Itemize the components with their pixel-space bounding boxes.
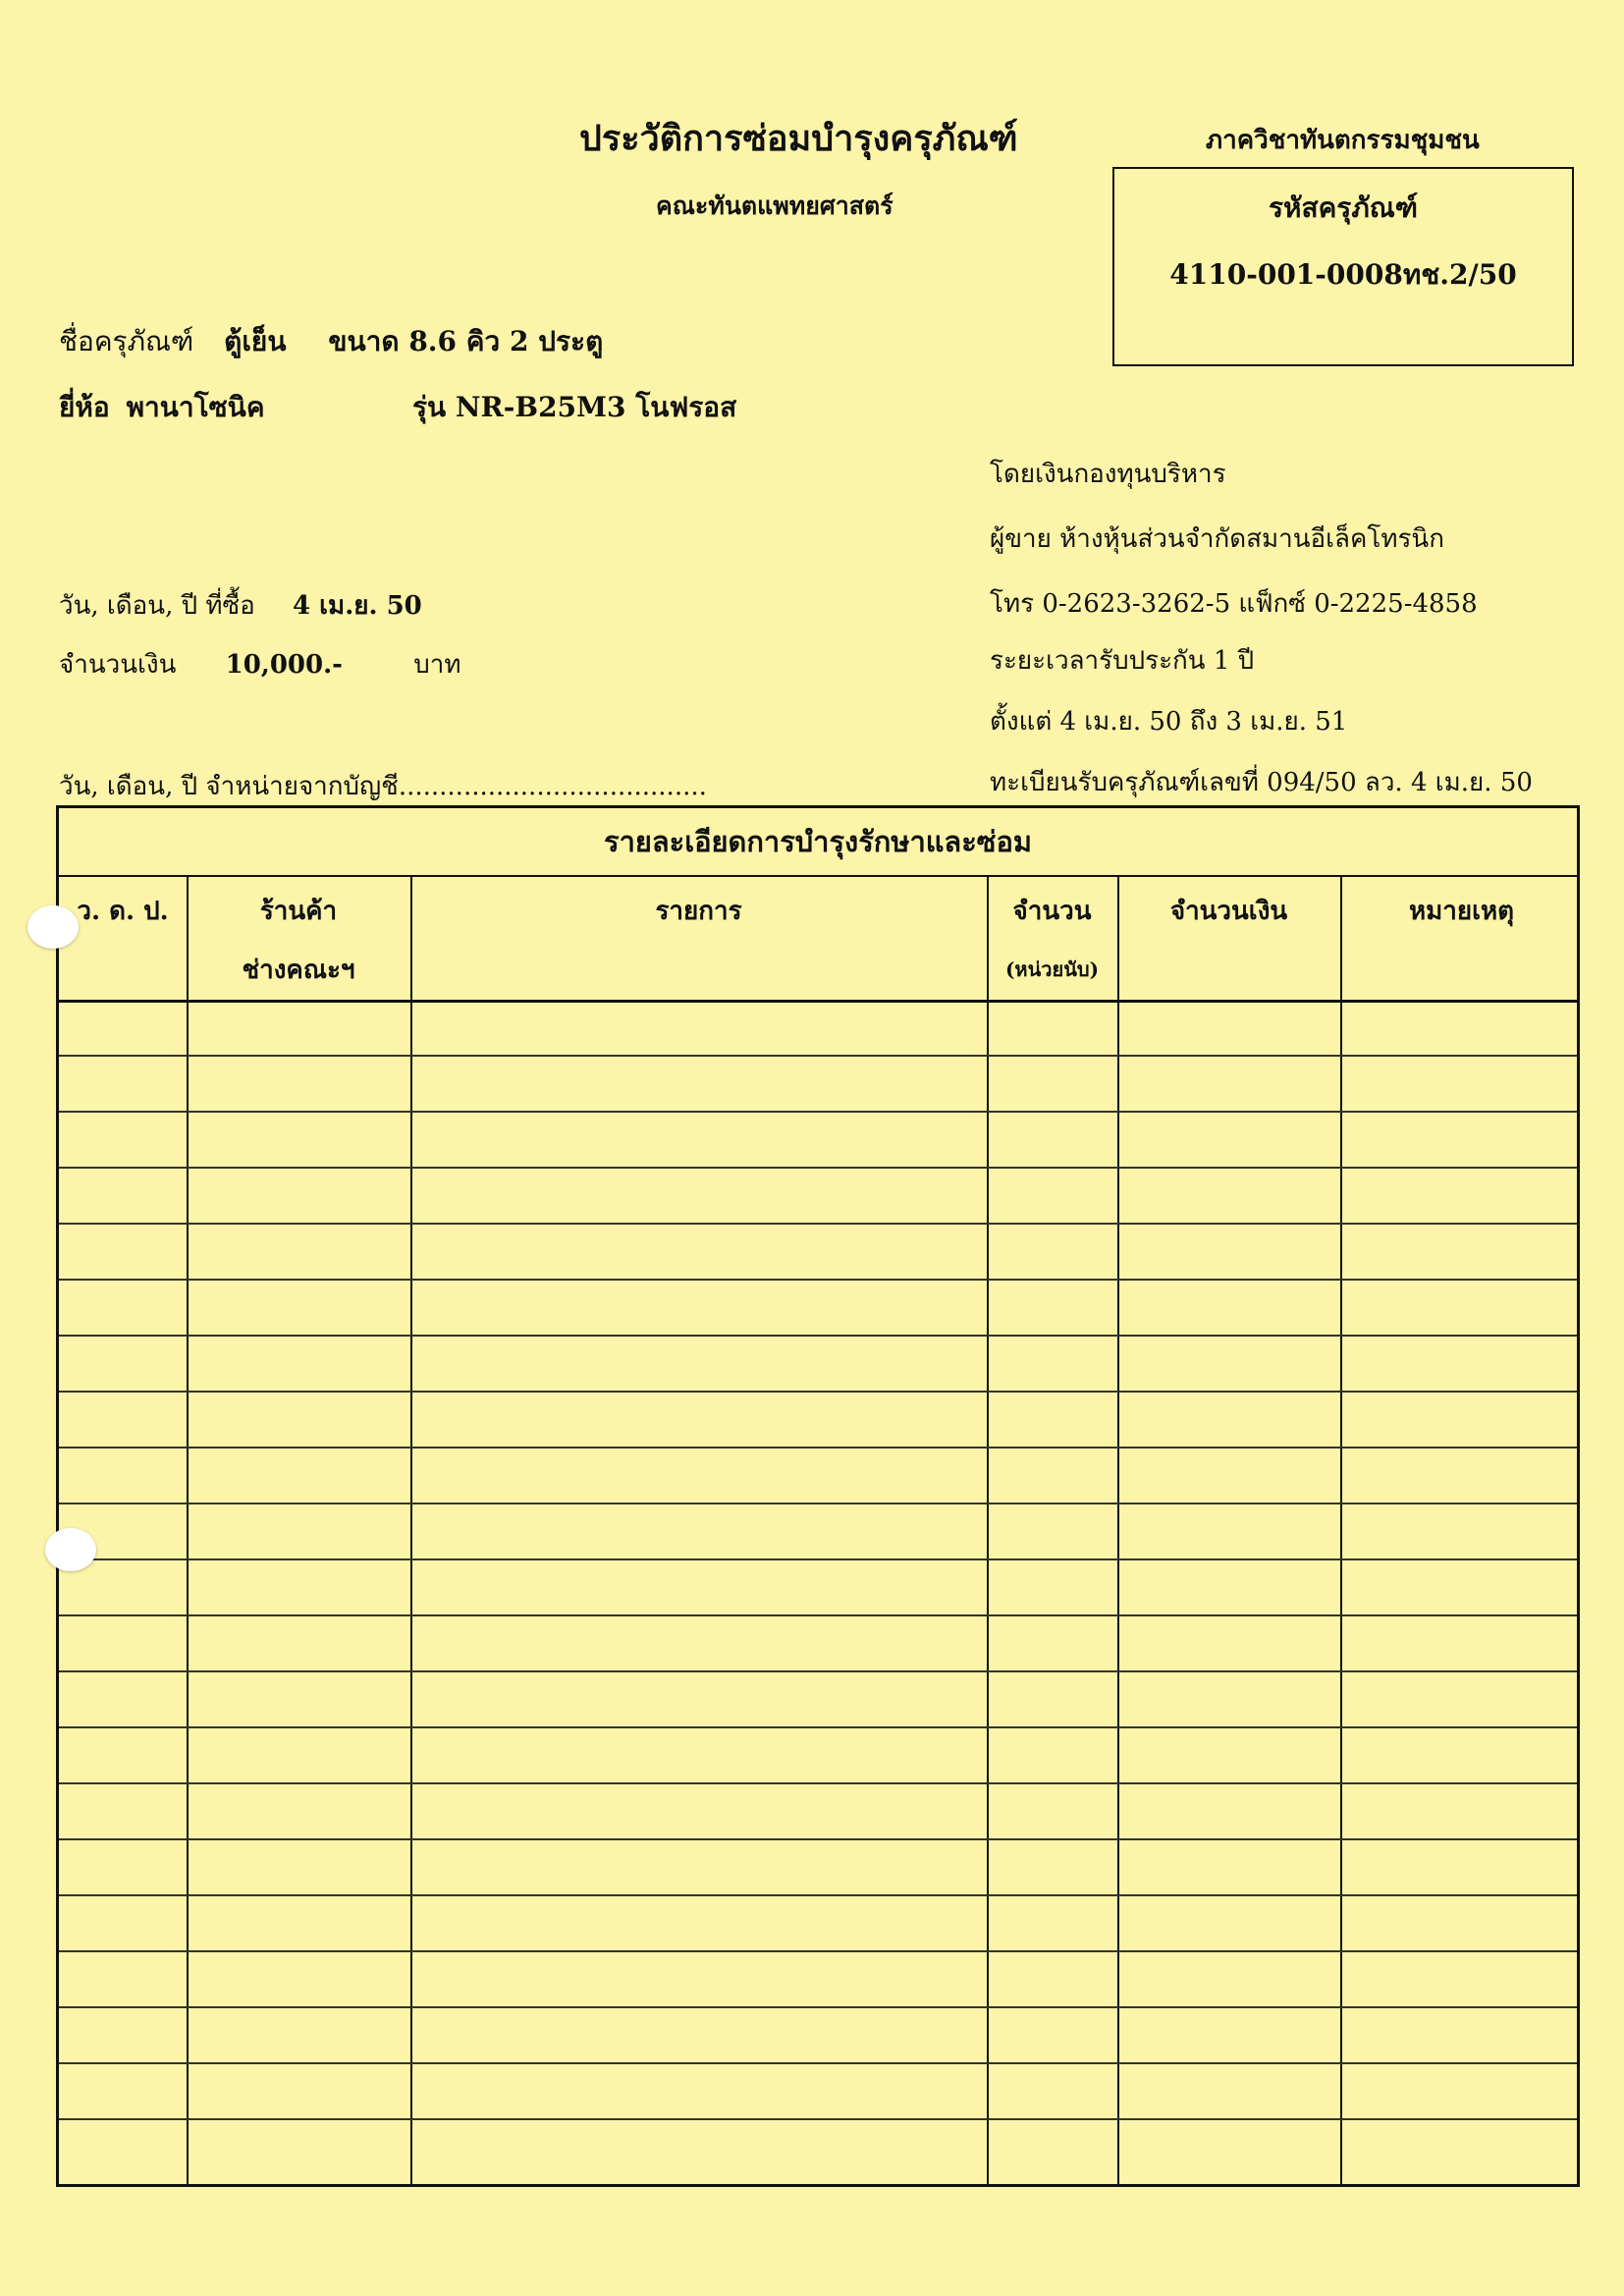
table-row-line <box>59 1279 1577 1281</box>
equipment-name-row <box>59 320 603 363</box>
maintenance-table <box>56 805 1580 2187</box>
table-row-line <box>59 1503 1577 1504</box>
table-row-line <box>59 1447 1577 1449</box>
column-header-note: หมายเหตุ <box>1408 897 1515 926</box>
table-row-line <box>59 1391 1577 1393</box>
purchase-date-value: 4 เม.ย. 50 <box>293 591 422 621</box>
table-title: รายละเอียดการบำรุงรักษาและซ่อม <box>59 808 1577 877</box>
table-row-line <box>59 1670 1577 1672</box>
purchase-date-label: วัน, เดือน, ปี ที่ซื้อ <box>59 591 255 621</box>
department-name: ภาควิชาทันตกรรมชุมชน <box>1206 126 1480 155</box>
column-header-date: ว. ด. ป. <box>77 897 169 926</box>
warranty-duration: ระยะเวลารับประกัน 1 ปี <box>990 646 1255 676</box>
table-row-line <box>59 1726 1577 1728</box>
column-divider <box>1117 875 1119 2184</box>
equipment-name-value: ตู้เย็น <box>224 325 287 357</box>
table-row-line <box>59 1335 1577 1337</box>
table-row-line <box>59 1950 1577 1952</box>
equipment-code-value: 4110-001-0008ทช.2/50 <box>1169 258 1517 291</box>
column-header-amount: จำนวนเงิน <box>1169 897 1288 926</box>
model-text: รุ่น NR-B25M3 โนฟรอส <box>412 391 737 423</box>
table-row-line <box>59 1055 1577 1057</box>
table-row-line <box>59 1614 1577 1616</box>
seller: ผู้ขาย ห้างหุ้นส่วนจำกัดสมานอีเล็คโทรนิก <box>990 524 1444 554</box>
amount-label: จำนวนเงิน <box>59 650 177 680</box>
table-row-line <box>59 1838 1577 1840</box>
equipment-name-label: ชื่อครุภัณฑ์ <box>59 325 194 357</box>
brand-value: พานาโซนิค <box>126 391 265 423</box>
table-row-line <box>59 1111 1577 1113</box>
purchase-amount-row <box>59 644 460 684</box>
brand-label: ยี่ห้อ <box>59 391 110 423</box>
table-row-line <box>59 1558 1577 1560</box>
seller-phone: โทร 0-2623-3262-5 แฟ็กซ์ 0-2225-4858 <box>990 589 1478 619</box>
disposal-date: วัน, เดือน, ปี จำหน่ายจากบัญชี...................................... <box>59 772 707 801</box>
column-header-items: รายการ <box>655 897 742 926</box>
column-divider <box>987 875 989 2184</box>
column-divider <box>410 875 412 2184</box>
table-row-line <box>59 1894 1577 1896</box>
column-divider <box>1340 875 1342 2184</box>
registration-number: ทะเบียนรับครุภัณฑ์เลขที่ 094/50 ลว. 4 เม.ย. 50 <box>990 768 1533 797</box>
purchase-date-row <box>59 585 422 626</box>
column-header-qty: จำนวน <box>1012 897 1092 926</box>
table-row-line <box>59 2006 1577 2008</box>
amount-value: 10,000.- <box>225 650 343 680</box>
punch-hole <box>45 1528 96 1571</box>
equipment-code-box <box>1112 167 1574 366</box>
amount-unit: บาท <box>413 650 461 680</box>
column-header-qty-unit: (หน่วยนับ) <box>1004 957 1100 981</box>
column-header-technician: ช่างคณะฯ <box>242 956 355 985</box>
page-subtitle: คณะทันตแพทยศาสตร์ <box>656 191 893 220</box>
funding-source: โดยเงินกองทุนบริหาร <box>990 460 1226 489</box>
column-header-shop: ร้านค้า <box>259 897 338 926</box>
table-row-line <box>59 2118 1577 2120</box>
brand-row <box>59 386 265 429</box>
warranty-period: ตั้งแต่ 4 เม.ย. 50 ถึง 3 เม.ย. 51 <box>990 707 1348 737</box>
table-row-line <box>59 1167 1577 1169</box>
equipment-code-label: รหัสครุภัณฑ์ <box>1268 191 1419 224</box>
table-row-line <box>59 1223 1577 1225</box>
table-row-line <box>59 2062 1577 2064</box>
equipment-size: ขนาด 8.6 คิว 2 ประตู <box>328 325 604 357</box>
column-divider <box>187 875 189 2184</box>
table-row-line <box>59 1782 1577 1784</box>
header-rule <box>59 1000 1577 1003</box>
page-title: ประวัติการซ่อมบำรุงครุภัณฑ์ <box>579 118 1018 159</box>
punch-hole <box>27 905 79 949</box>
